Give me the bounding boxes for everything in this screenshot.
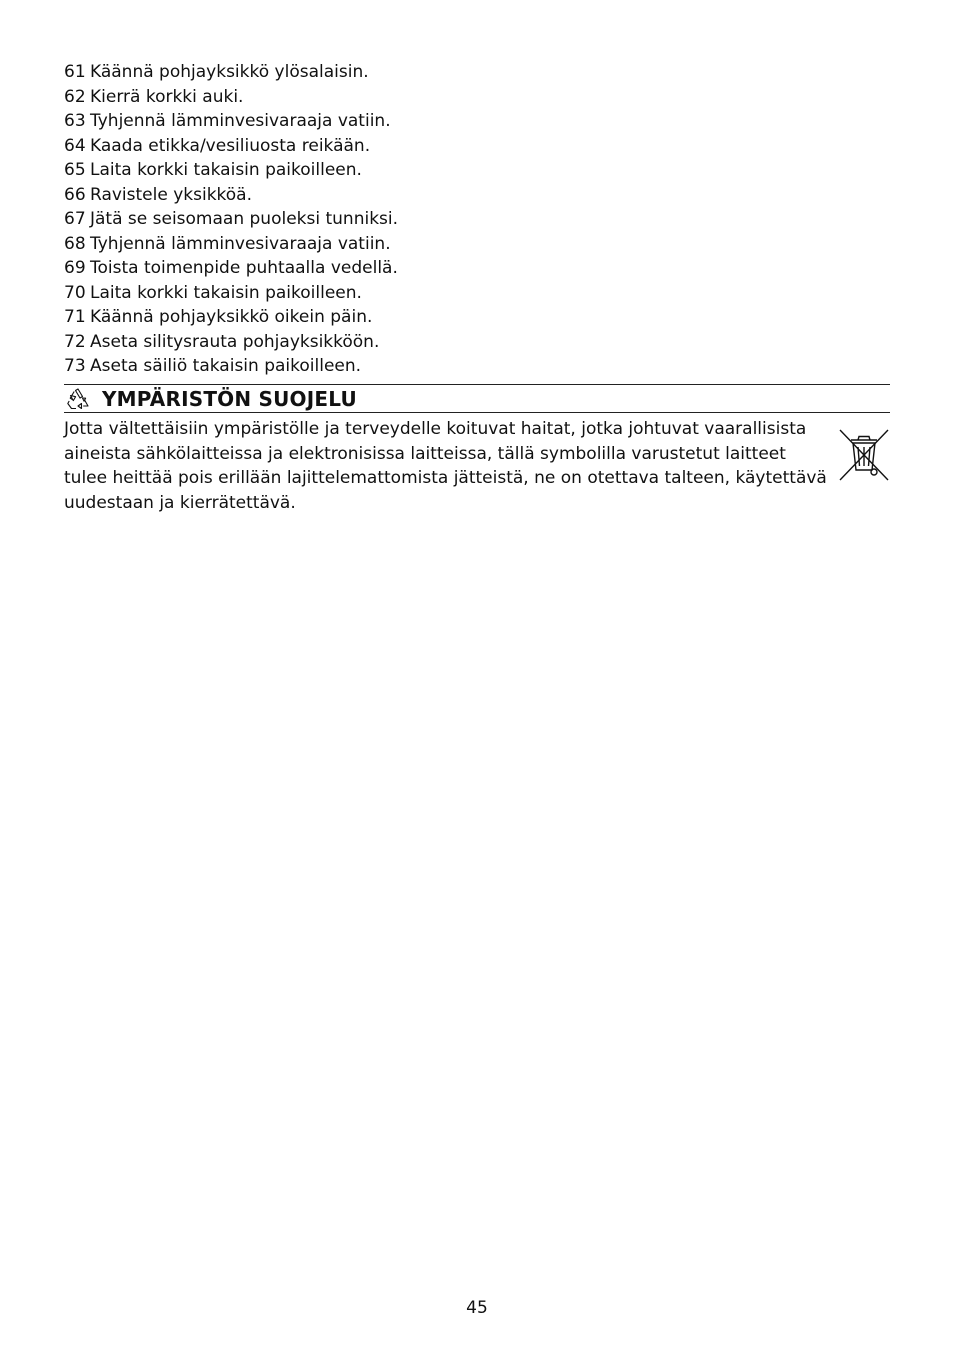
step-number: 67: [64, 209, 86, 229]
step-number: 63: [64, 111, 86, 131]
section-title: YMPÄRISTÖN SUOJELU: [102, 386, 357, 411]
step-number: 72: [64, 331, 86, 352]
step-number: 69: [64, 258, 86, 278]
step-item: [64, 354, 398, 379]
step-text: Käännä pohjayksikkö ylösalaisin.: [90, 62, 369, 82]
step-item: [64, 85, 398, 110]
step-list: [64, 60, 398, 379]
step-item: [64, 256, 398, 281]
step-text: Käännä pohjayksikkö oikein päin.: [90, 307, 373, 327]
step-text: Laita korkki takaisin paikoilleen.: [90, 160, 362, 180]
step-item: [64, 330, 398, 355]
recycle-icon: [66, 387, 90, 411]
step-text: Tyhjennä lämminvesivaraaja vatiin.: [90, 233, 391, 254]
step-text: Ravistele yksikköä.: [90, 184, 252, 205]
step-item: [64, 232, 398, 257]
step-number: 66: [64, 184, 86, 205]
crossed-out-wheelie-bin-icon: [838, 428, 890, 482]
step-text: Aseta säiliö takaisin paikoilleen.: [90, 356, 362, 376]
step-text: Tyhjennä lämminvesivaraaja vatiin.: [90, 111, 391, 131]
step-item: [64, 60, 398, 85]
step-number: 73: [64, 356, 86, 376]
step-item: [64, 207, 398, 232]
step-number: 62: [64, 86, 86, 107]
step-text: Laita korkki takaisin paikoilleen.: [90, 282, 362, 303]
step-number: 65: [64, 160, 86, 180]
step-item: [64, 109, 398, 134]
page-number: 45: [466, 1298, 488, 1318]
step-item: [64, 281, 398, 306]
step-number: 70: [64, 282, 86, 303]
step-number: 68: [64, 233, 86, 254]
section-heading: [64, 384, 890, 413]
step-text: Kaada etikka/vesiliuosta reikään.: [90, 135, 371, 156]
step-number: 64: [64, 135, 86, 156]
step-text: Jätä se seisomaan puoleksi tunniksi.: [90, 209, 399, 229]
step-number: 61: [64, 62, 86, 82]
step-item: [64, 158, 398, 183]
step-item: [64, 183, 398, 208]
step-text: Aseta silitysrauta pohjayksikköön.: [90, 331, 380, 352]
step-number: 71: [64, 307, 86, 327]
step-item: [64, 134, 398, 159]
step-text: Toista toimenpide puhtaalla vedellä.: [90, 258, 398, 278]
section-body: Jotta vältettäisiin ympäristölle ja terveydelle koituvat haitat, jotka johtuvat vaarallisista aineista sähkölaitteissa ja elektronisissa laitteissa, tällä symbolilla varustetut laitteet tulee heittää pois erillään lajittelemattomista jätteistä, ne on otettava talteen, käytettävä uudestaan ja kierrätettävä.: [64, 419, 827, 513]
step-text: Kierrä korkki auki.: [90, 86, 244, 107]
step-item: [64, 305, 398, 330]
